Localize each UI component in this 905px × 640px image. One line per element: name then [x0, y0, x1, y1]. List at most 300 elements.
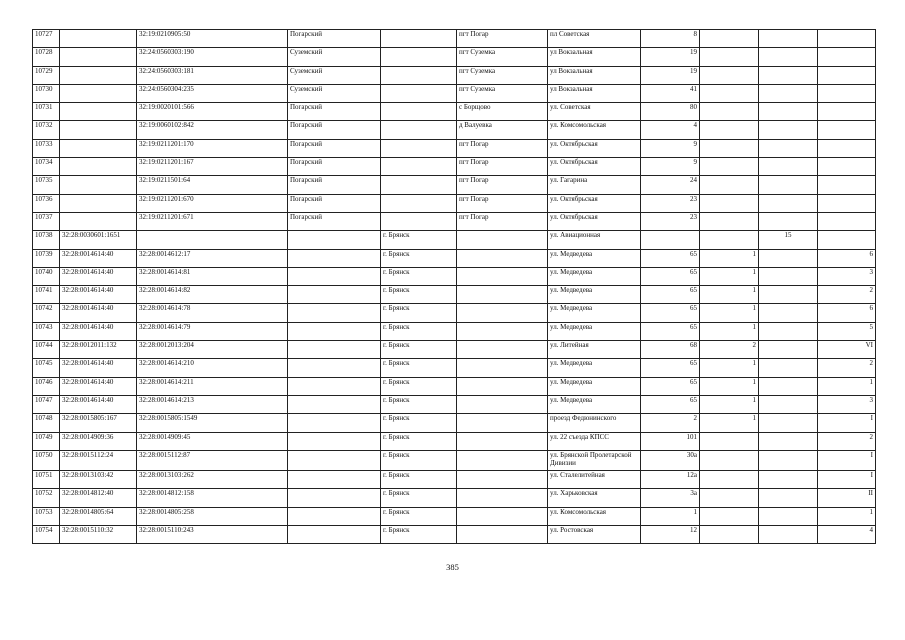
premises-cell [818, 66, 876, 84]
building-cadastral-number-cell: 32:28:0014612:17 [137, 249, 288, 267]
settlement-cell [457, 471, 548, 489]
parcel-cadastral-number-cell: 32:28:0014614:40 [60, 395, 137, 413]
row-number-cell: 10736 [33, 194, 60, 212]
district-cell [288, 471, 381, 489]
premises-cell [818, 176, 876, 194]
structure-cell [759, 377, 818, 395]
street-cell: ул. Медведева [548, 304, 641, 322]
street-cell: ул. Харьковская [548, 489, 641, 507]
house-number-cell: 3а [641, 489, 700, 507]
structure-cell [759, 526, 818, 544]
building-cadastral-number-cell: 32:19:0211501:64 [137, 176, 288, 194]
settlement-cell: пгт Суземка [457, 84, 548, 102]
structure-cell [759, 359, 818, 377]
parcel-cadastral-number-cell: 32:28:0014812:40 [60, 489, 137, 507]
structure-cell [759, 489, 818, 507]
house-number-cell: 65 [641, 249, 700, 267]
row-number-cell: 10746 [33, 377, 60, 395]
structure-cell [759, 66, 818, 84]
premises-cell [818, 48, 876, 66]
street-cell: ул. 22 съезда КПСС [548, 432, 641, 450]
city-cell: г. Брянск [381, 231, 457, 249]
parcel-cadastral-number-cell [60, 212, 137, 230]
district-cell: Погарский [288, 212, 381, 230]
house-number-cell: 23 [641, 212, 700, 230]
building-cadastral-number-cell: 32:19:0211201:167 [137, 158, 288, 176]
district-cell [288, 322, 381, 340]
district-cell: Погарский [288, 176, 381, 194]
table-row [33, 507, 876, 525]
structure-cell [759, 395, 818, 413]
street-cell: ул. Медведева [548, 322, 641, 340]
parcel-cadastral-number-cell: 32:28:0014614:40 [60, 267, 137, 285]
row-number-cell: 10728 [33, 48, 60, 66]
street-cell: ул. Октябрьская [548, 139, 641, 157]
row-number-cell: 10751 [33, 471, 60, 489]
building-cell: 2 [700, 341, 759, 359]
building-cadastral-number-cell: 32:28:0014614:210 [137, 359, 288, 377]
city-cell: г. Брянск [381, 377, 457, 395]
table-row [33, 432, 876, 450]
premises-cell: I [818, 471, 876, 489]
city-cell [381, 66, 457, 84]
house-number-cell: 12а [641, 471, 700, 489]
settlement-cell: пгт Погар [457, 30, 548, 48]
city-cell: г. Брянск [381, 304, 457, 322]
row-number-cell: 10734 [33, 158, 60, 176]
building-cell [700, 48, 759, 66]
premises-cell [818, 139, 876, 157]
city-cell: г. Брянск [381, 249, 457, 267]
parcel-cadastral-number-cell: 32:28:0014614:40 [60, 359, 137, 377]
building-cell: 1 [700, 359, 759, 377]
district-cell [288, 489, 381, 507]
settlement-cell: пгт Погар [457, 158, 548, 176]
building-cadastral-number-cell: 32:28:0014909:45 [137, 432, 288, 450]
building-cell: 1 [700, 286, 759, 304]
district-cell [288, 450, 381, 470]
district-cell [288, 395, 381, 413]
settlement-cell [457, 286, 548, 304]
street-cell: ул. Октябрьская [548, 212, 641, 230]
district-cell [288, 526, 381, 544]
structure-cell [759, 507, 818, 525]
city-cell: г. Брянск [381, 359, 457, 377]
settlement-cell: пгт Суземка [457, 48, 548, 66]
parcel-cadastral-number-cell: 32:28:0014614:40 [60, 377, 137, 395]
structure-cell [759, 286, 818, 304]
structure-cell [759, 267, 818, 285]
building-cadastral-number-cell: 32:28:0014614:78 [137, 304, 288, 322]
district-cell [288, 286, 381, 304]
structure-cell [759, 432, 818, 450]
street-cell: ул. Комсомольская [548, 121, 641, 139]
structure-cell [759, 158, 818, 176]
parcel-cadastral-number-cell [60, 176, 137, 194]
street-cell: ул. Ростовская [548, 526, 641, 544]
district-cell: Суземский [288, 48, 381, 66]
parcel-cadastral-number-cell [60, 158, 137, 176]
premises-cell: VI [818, 341, 876, 359]
building-cadastral-number-cell: 32:19:0210905:50 [137, 30, 288, 48]
table-row [33, 139, 876, 157]
premises-cell: 6 [818, 304, 876, 322]
city-cell [381, 194, 457, 212]
structure-cell [759, 194, 818, 212]
street-cell: ул. Гагарина [548, 176, 641, 194]
street-cell: ул Вокзальная [548, 66, 641, 84]
row-number-cell: 10745 [33, 359, 60, 377]
city-cell: г. Брянск [381, 507, 457, 525]
row-number-cell: 10731 [33, 103, 60, 121]
premises-cell [818, 103, 876, 121]
premises-cell [818, 30, 876, 48]
building-cadastral-number-cell: 32:28:0012013:204 [137, 341, 288, 359]
house-number-cell: 65 [641, 267, 700, 285]
building-cell: 1 [700, 377, 759, 395]
street-cell: ул. Октябрьская [548, 158, 641, 176]
city-cell [381, 48, 457, 66]
house-number-cell: 68 [641, 341, 700, 359]
settlement-cell [457, 231, 548, 249]
settlement-cell [457, 395, 548, 413]
building-cell [700, 507, 759, 525]
house-number-cell: 4 [641, 121, 700, 139]
building-cell [700, 212, 759, 230]
row-number-cell: 10740 [33, 267, 60, 285]
city-cell: г. Брянск [381, 322, 457, 340]
row-number-cell: 10747 [33, 395, 60, 413]
row-number-cell: 10727 [33, 30, 60, 48]
structure-cell [759, 471, 818, 489]
house-number-cell: 80 [641, 103, 700, 121]
table-row [33, 304, 876, 322]
parcel-cadastral-number-cell: 32:28:0013103:42 [60, 471, 137, 489]
building-cadastral-number-cell: 32:28:0014614:79 [137, 322, 288, 340]
building-cadastral-number-cell: 32:24:0560303:190 [137, 48, 288, 66]
house-number-cell: 12 [641, 526, 700, 544]
row-number-cell: 10743 [33, 322, 60, 340]
district-cell: Погарский [288, 194, 381, 212]
street-cell: ул. Комсомольская [548, 507, 641, 525]
building-cadastral-number-cell: 32:28:0014812:158 [137, 489, 288, 507]
parcel-cadastral-number-cell: 32:28:0014614:40 [60, 304, 137, 322]
city-cell [381, 139, 457, 157]
district-cell [288, 341, 381, 359]
street-cell: ул Вокзальная [548, 48, 641, 66]
district-cell [288, 231, 381, 249]
city-cell: г. Брянск [381, 450, 457, 470]
district-cell [288, 414, 381, 432]
building-cell [700, 139, 759, 157]
table-row [33, 489, 876, 507]
parcel-cadastral-number-cell [60, 103, 137, 121]
district-cell: Суземский [288, 66, 381, 84]
table-row [33, 414, 876, 432]
building-cell [700, 489, 759, 507]
house-number-cell: 65 [641, 377, 700, 395]
settlement-cell [457, 249, 548, 267]
settlement-cell [457, 489, 548, 507]
building-cadastral-number-cell: 32:28:0015112:87 [137, 450, 288, 470]
settlement-cell [457, 377, 548, 395]
district-cell [288, 359, 381, 377]
settlement-cell [457, 432, 548, 450]
city-cell [381, 103, 457, 121]
district-cell [288, 507, 381, 525]
row-number-cell: 10741 [33, 286, 60, 304]
street-cell: ул. Авиационная [548, 231, 641, 249]
city-cell: г. Брянск [381, 286, 457, 304]
structure-cell [759, 139, 818, 157]
structure-cell: 15 [759, 231, 818, 249]
premises-cell: 4 [818, 526, 876, 544]
city-cell [381, 176, 457, 194]
premises-cell: 3 [818, 395, 876, 413]
table-row [33, 286, 876, 304]
city-cell: г. Брянск [381, 341, 457, 359]
building-cadastral-number-cell: 32:28:0013103:262 [137, 471, 288, 489]
city-cell: г. Брянск [381, 526, 457, 544]
street-cell: пл Советская [548, 30, 641, 48]
premises-cell: 1 [818, 507, 876, 525]
parcel-cadastral-number-cell [60, 84, 137, 102]
building-cell: 1 [700, 304, 759, 322]
settlement-cell [457, 341, 548, 359]
building-cell [700, 194, 759, 212]
table-row [33, 471, 876, 489]
settlement-cell: пгт Погар [457, 176, 548, 194]
table-row [33, 212, 876, 230]
city-cell [381, 121, 457, 139]
premises-cell [818, 212, 876, 230]
house-number-cell: 65 [641, 395, 700, 413]
building-cadastral-number-cell: 32:24:0560304:235 [137, 84, 288, 102]
building-cell [700, 432, 759, 450]
building-cadastral-number-cell: 32:19:0020101:566 [137, 103, 288, 121]
row-number-cell: 10752 [33, 489, 60, 507]
building-cell: 1 [700, 249, 759, 267]
row-number-cell: 10750 [33, 450, 60, 470]
house-number-cell: 41 [641, 84, 700, 102]
row-number-cell: 10730 [33, 84, 60, 102]
district-cell [288, 249, 381, 267]
settlement-cell [457, 414, 548, 432]
premises-cell [818, 84, 876, 102]
table-row [33, 249, 876, 267]
city-cell: г. Брянск [381, 471, 457, 489]
district-cell: Погарский [288, 158, 381, 176]
parcel-cadastral-number-cell: 32:28:0015110:32 [60, 526, 137, 544]
street-cell: ул. Медведева [548, 359, 641, 377]
premises-cell: II [818, 489, 876, 507]
row-number-cell: 10739 [33, 249, 60, 267]
parcel-cadastral-number-cell [60, 139, 137, 157]
settlement-cell: пгт Погар [457, 194, 548, 212]
building-cadastral-number-cell: 32:28:0014614:81 [137, 267, 288, 285]
house-number-cell: 9 [641, 158, 700, 176]
structure-cell [759, 341, 818, 359]
street-cell: ул. Литейная [548, 341, 641, 359]
row-number-cell: 10742 [33, 304, 60, 322]
building-cell [700, 471, 759, 489]
house-number-cell [641, 231, 700, 249]
house-number-cell: 65 [641, 286, 700, 304]
street-cell: ул. Брянской Пролетарской Дивизии [548, 450, 641, 470]
table-row [33, 48, 876, 66]
building-cell: 1 [700, 414, 759, 432]
table-row [33, 322, 876, 340]
row-number-cell: 10749 [33, 432, 60, 450]
street-cell: ул. Медведева [548, 395, 641, 413]
settlement-cell [457, 507, 548, 525]
building-cadastral-number-cell: 32:19:0060102:842 [137, 121, 288, 139]
city-cell [381, 84, 457, 102]
building-cadastral-number-cell: 32:19:0211201:670 [137, 194, 288, 212]
house-number-cell: 9 [641, 139, 700, 157]
building-cell [700, 121, 759, 139]
city-cell: г. Брянск [381, 432, 457, 450]
premises-cell: I [818, 414, 876, 432]
settlement-cell [457, 304, 548, 322]
table-row [33, 30, 876, 48]
house-number-cell: 19 [641, 66, 700, 84]
street-cell: ул. Медведева [548, 267, 641, 285]
street-cell: ул Вокзальная [548, 84, 641, 102]
parcel-cadastral-number-cell [60, 48, 137, 66]
street-cell: проезд Федюнинского [548, 414, 641, 432]
district-cell [288, 267, 381, 285]
table-row [33, 359, 876, 377]
house-number-cell: 23 [641, 194, 700, 212]
parcel-cadastral-number-cell: 32:28:0015805:167 [60, 414, 137, 432]
building-cell: 1 [700, 322, 759, 340]
settlement-cell: пгт Погар [457, 212, 548, 230]
street-cell: ул. Медведева [548, 377, 641, 395]
structure-cell [759, 30, 818, 48]
parcel-cadastral-number-cell: 32:28:0014614:40 [60, 322, 137, 340]
parcel-cadastral-number-cell: 32:28:0015112:24 [60, 450, 137, 470]
street-cell: ул. Сталелитейная [548, 471, 641, 489]
parcel-cadastral-number-cell: 32:28:0014614:40 [60, 249, 137, 267]
house-number-cell: 24 [641, 176, 700, 194]
premises-cell: 2 [818, 359, 876, 377]
city-cell: г. Брянск [381, 489, 457, 507]
parcel-cadastral-number-cell [60, 194, 137, 212]
settlement-cell [457, 359, 548, 377]
building-cell [700, 103, 759, 121]
house-number-cell: 30а [641, 450, 700, 470]
building-cadastral-number-cell: 32:28:0014614:211 [137, 377, 288, 395]
structure-cell [759, 450, 818, 470]
building-cadastral-number-cell: 32:28:0014614:213 [137, 395, 288, 413]
row-number-cell: 10732 [33, 121, 60, 139]
structure-cell [759, 121, 818, 139]
building-cadastral-number-cell: 32:28:0015110:243 [137, 526, 288, 544]
structure-cell [759, 322, 818, 340]
row-number-cell: 10737 [33, 212, 60, 230]
premises-cell [818, 231, 876, 249]
structure-cell [759, 48, 818, 66]
building-cell [700, 176, 759, 194]
settlement-cell [457, 526, 548, 544]
parcel-cadastral-number-cell [60, 121, 137, 139]
house-number-cell: 1 [641, 507, 700, 525]
premises-cell: 2 [818, 432, 876, 450]
district-cell: Погарский [288, 30, 381, 48]
building-cell [700, 231, 759, 249]
street-cell: ул. Медведева [548, 249, 641, 267]
building-cell: 1 [700, 267, 759, 285]
structure-cell [759, 212, 818, 230]
premises-cell: 5 [818, 322, 876, 340]
city-cell: г. Брянск [381, 414, 457, 432]
parcel-cadastral-number-cell [60, 66, 137, 84]
premises-cell: I [818, 450, 876, 470]
district-cell [288, 432, 381, 450]
register-body [33, 30, 876, 544]
district-cell: Погарский [288, 139, 381, 157]
house-number-cell: 65 [641, 304, 700, 322]
city-cell [381, 30, 457, 48]
building-cadastral-number-cell: 32:28:0014614:82 [137, 286, 288, 304]
building-cadastral-number-cell: 32:19:0211201:671 [137, 212, 288, 230]
house-number-cell: 19 [641, 48, 700, 66]
table-row [33, 450, 876, 470]
row-number-cell: 10754 [33, 526, 60, 544]
building-cadastral-number-cell: 32:24:0560303:181 [137, 66, 288, 84]
building-cell [700, 450, 759, 470]
table-row [33, 231, 876, 249]
settlement-cell [457, 267, 548, 285]
house-number-cell: 101 [641, 432, 700, 450]
building-cell [700, 30, 759, 48]
row-number-cell: 10753 [33, 507, 60, 525]
settlement-cell: с Борщово [457, 103, 548, 121]
street-cell: ул. Медведева [548, 286, 641, 304]
building-cell [700, 158, 759, 176]
street-cell: ул. Советская [548, 103, 641, 121]
row-number-cell: 10744 [33, 341, 60, 359]
premises-cell: 2 [818, 286, 876, 304]
parcel-cadastral-number-cell: 32:28:0030601:1651 [60, 231, 137, 249]
table-row [33, 84, 876, 102]
register-table [32, 29, 876, 544]
parcel-cadastral-number-cell [60, 30, 137, 48]
table-row [33, 377, 876, 395]
structure-cell [759, 84, 818, 102]
structure-cell [759, 103, 818, 121]
city-cell [381, 158, 457, 176]
city-cell: г. Брянск [381, 267, 457, 285]
premises-cell [818, 158, 876, 176]
structure-cell [759, 176, 818, 194]
building-cell [700, 66, 759, 84]
table-row [33, 267, 876, 285]
structure-cell [759, 304, 818, 322]
city-cell [381, 212, 457, 230]
table-row [33, 194, 876, 212]
structure-cell [759, 414, 818, 432]
table-row [33, 121, 876, 139]
structure-cell [759, 249, 818, 267]
building-cadastral-number-cell [137, 231, 288, 249]
settlement-cell [457, 322, 548, 340]
street-cell: ул. Октябрьская [548, 194, 641, 212]
table-row [33, 341, 876, 359]
row-number-cell: 10748 [33, 414, 60, 432]
premises-cell [818, 121, 876, 139]
